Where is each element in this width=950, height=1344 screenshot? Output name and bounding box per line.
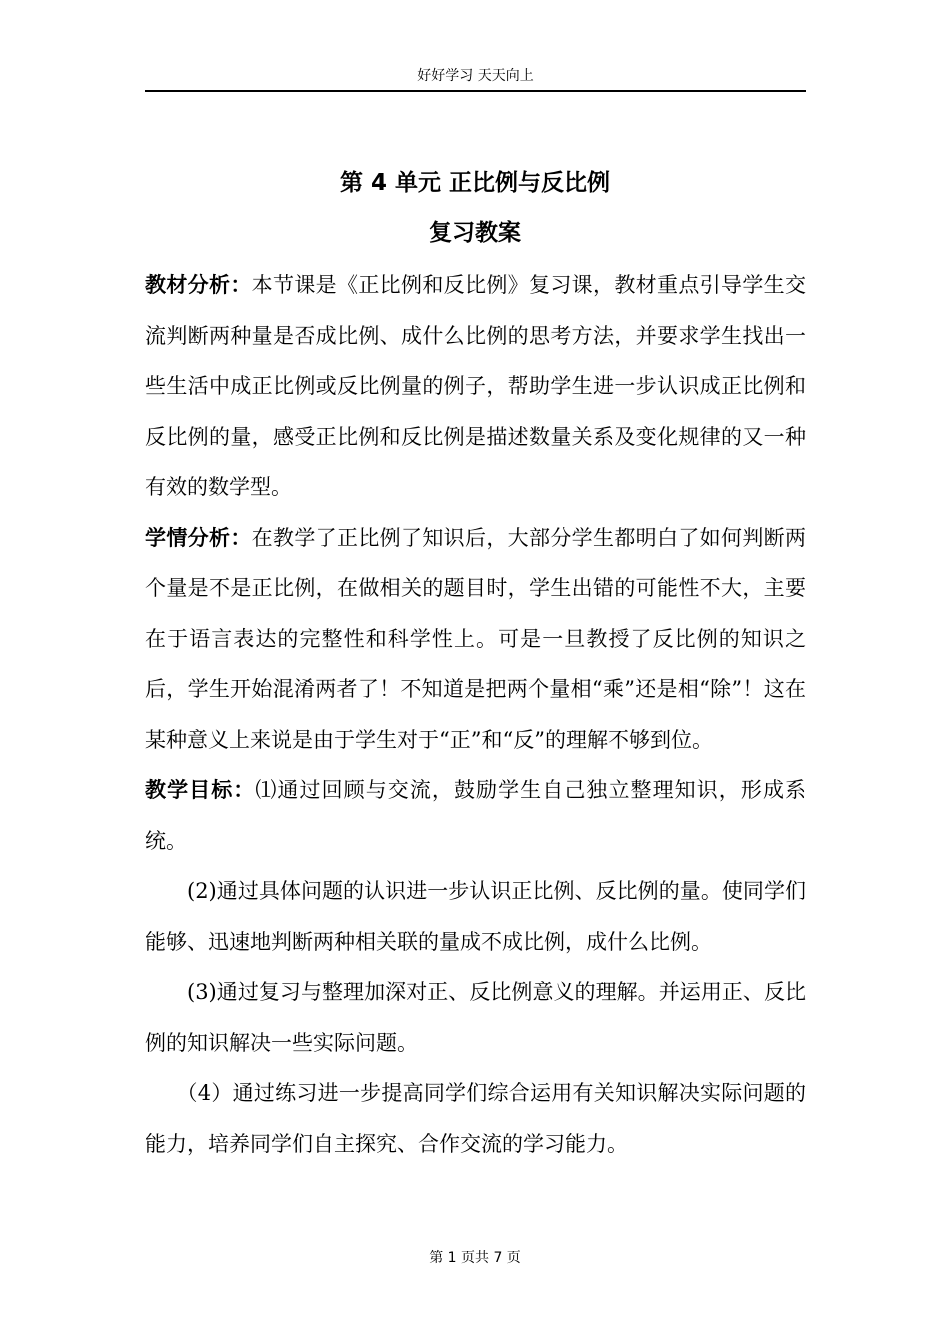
document-title: 第 4 单元 正比例与反比例 bbox=[339, 170, 611, 196]
materials-analysis-label: 教材分析： bbox=[145, 273, 252, 297]
materials-analysis-text: 本节课是《正比例和反比例》复习课，教材重点引导学生交流判断两种量是否成比例、成什么比例的思考方法，并要求学生找出一些生活中成正比例或反比例量的例子，帮助学生进一步认识成正比例和反比例的量，感受正比例和反比例是描述数量关系及变化规律的又一种有效的数学型。 bbox=[145, 273, 807, 499]
page-number: 第 1 页共 7 页 bbox=[429, 1250, 521, 1266]
teaching-goal-item: （4）通过练习进一步提高同学们综合运用有关知识解决实际问题的能力，培养同学们自主探究、合作交流的学习能力。 bbox=[145, 1081, 806, 1156]
student-analysis-paragraph bbox=[145, 513, 806, 766]
page-footer bbox=[0, 1247, 950, 1267]
teaching-goals-paragraph bbox=[145, 765, 806, 866]
teaching-goals-label: 教学目标： bbox=[145, 778, 256, 802]
materials-analysis-paragraph bbox=[145, 260, 806, 513]
student-analysis-text: 在教学了正比例了知识后，大部分学生都明白了如何判断两个量是不是正比例，在做相关的题目时，学生出错的可能性不大，主要在于语言表达的完整性和科学性上。可是一旦教授了反比例的知识之后，学生开始混淆两者了！不知道是把两个量相“乘”还是相“除”！这在某种意义上来说是由于学生对于“正”和“反”的理解不够到位。 bbox=[145, 525, 807, 752]
teaching-goal-item: ⑴通过回顾与交流，鼓励学生自己独立整理知识，形成系统。 bbox=[145, 778, 807, 853]
header-text: 好好学习 天天向上 bbox=[417, 68, 534, 84]
student-analysis-label: 学情分析： bbox=[145, 525, 252, 550]
document-subtitle: 复习教案 bbox=[429, 220, 521, 246]
teaching-goal-item: (3)通过复习与整理加深对正、反比例意义的理解。并运用正、反比例的知识解决一些实际问题。 bbox=[145, 980, 806, 1055]
document-body bbox=[145, 260, 806, 1169]
page-header bbox=[145, 66, 806, 92]
teaching-goal-item: (2)通过具体问题的认识进一步认识正比例、反比例的量。使同学们能够、迅速地判断两种相关联的量成不成比例，成什么比例。 bbox=[145, 879, 806, 954]
